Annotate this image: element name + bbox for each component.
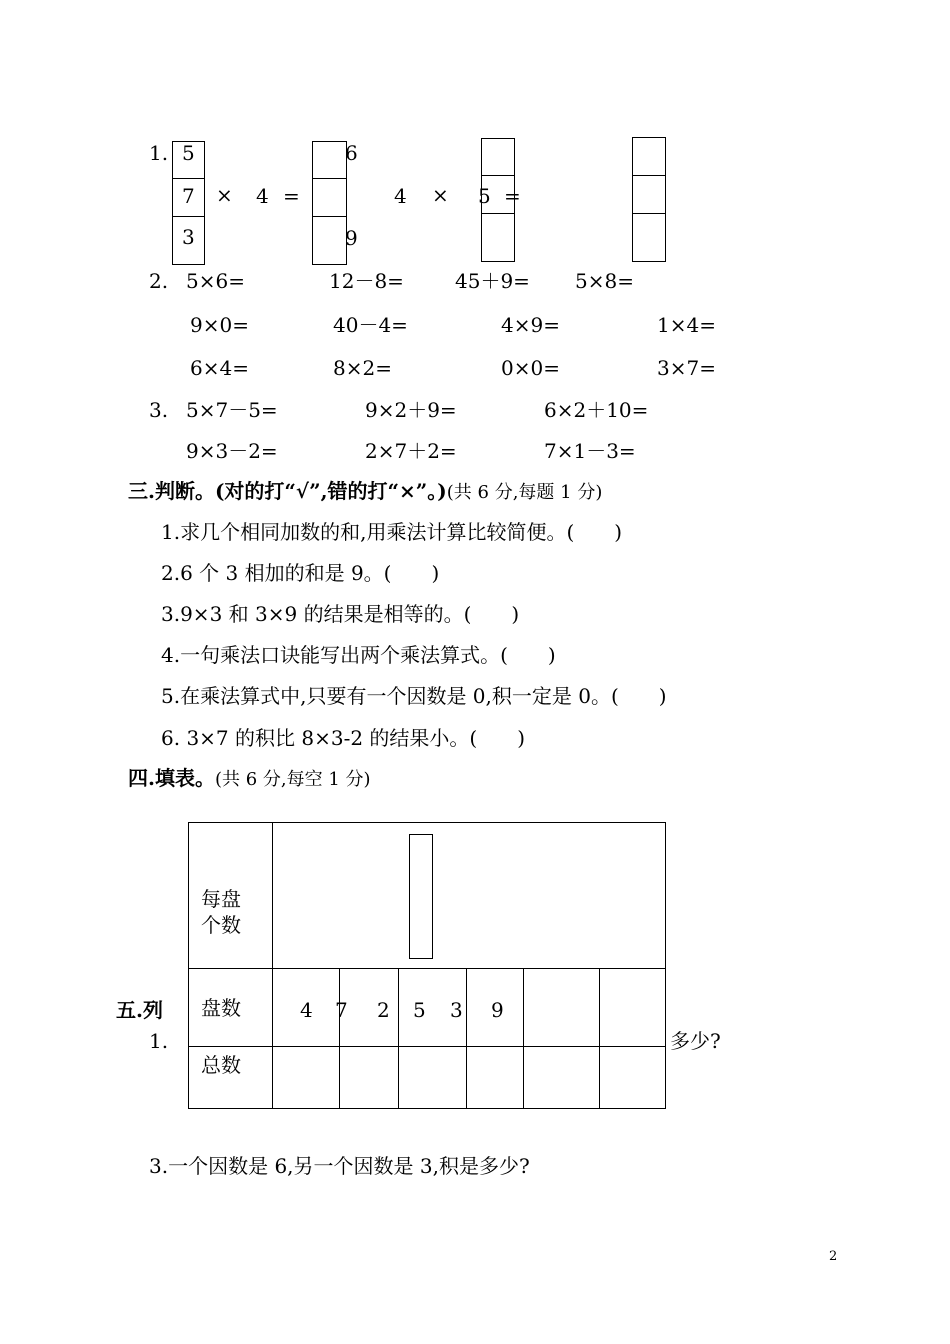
plates-value: 7	[335, 998, 348, 1022]
q1-mid-top-digit: 6	[345, 141, 358, 165]
divider	[312, 216, 347, 217]
divider	[481, 175, 515, 176]
judge-item: 3.9×3 和 3×9 的结果是相等的。( )	[161, 602, 520, 626]
divider	[632, 175, 666, 176]
section5-q3: 3.一个因数是 6,另一个因数是 3,积是多少?	[149, 1154, 530, 1178]
q2-number: 2.	[149, 269, 169, 293]
q2-expr: 6×4=	[190, 356, 249, 380]
q2-expr: 4×9=	[501, 313, 560, 337]
table-divider	[523, 968, 524, 1109]
plates-value: 4	[300, 998, 313, 1022]
judge-item: 6. 3×7 的积比 8×3-2 的结果小。( )	[161, 726, 526, 750]
q2-expr: 0×0=	[501, 356, 560, 380]
plates-value: 3	[450, 998, 463, 1022]
section4-note: (共 6 分,每空 1 分)	[214, 769, 371, 790]
table-divider	[188, 1046, 666, 1047]
divider	[481, 213, 515, 214]
section5-q1-number: 1.	[149, 1029, 169, 1053]
plates-value: 9	[491, 998, 504, 1022]
q1-four: 4	[256, 184, 269, 208]
plates-value: 2	[377, 998, 390, 1022]
q2-expr: 9×0=	[190, 313, 249, 337]
row-label-total: 总数	[201, 1053, 241, 1077]
q1-fourth-column[interactable]	[632, 137, 666, 262]
section5-q1-tail: 多少?	[670, 1029, 721, 1053]
q1-second-b: 5	[478, 184, 491, 208]
section4-title: 四.填表。	[128, 766, 215, 790]
table-divider	[398, 968, 399, 1109]
section4-heading	[128, 768, 371, 789]
q1-second-a: 4	[394, 184, 407, 208]
table-divider	[188, 968, 666, 969]
q3-expr: 5×7－5=	[186, 398, 278, 422]
section3-title: 三.判断。(对的打“√”,错的打“×”。)	[128, 479, 447, 503]
section3-note: (共 6 分,每题 1 分)	[446, 482, 603, 503]
q2-expr: 5×6=	[186, 269, 245, 293]
section3-heading	[128, 481, 602, 502]
q1-left-digit-bottom: 3	[182, 225, 195, 249]
judge-item: 1.求几个相同加数的和,用乘法计算比较简便。( )	[161, 520, 623, 544]
q2-expr: 3×7=	[657, 356, 716, 380]
q2-expr: 1×4=	[657, 313, 716, 337]
q3-expr: 6×2＋10=	[544, 398, 649, 422]
q1-left-digit-top: 5	[182, 141, 195, 165]
divider	[312, 178, 347, 179]
judge-item: 5.在乘法算式中,只要有一个因数是 0,积一定是 0。( )	[161, 684, 667, 708]
q1-left-digit-mid: 7	[182, 184, 195, 208]
table-divider	[599, 968, 600, 1109]
page-number: 2	[829, 1249, 838, 1264]
divider	[632, 213, 666, 214]
row-label-per-plate-a: 每盘	[201, 887, 241, 911]
table-divider	[339, 968, 340, 1109]
q1-times: ×	[216, 183, 233, 207]
q1-second-times: ×	[432, 183, 449, 207]
q2-expr: 5×8=	[575, 269, 634, 293]
q3-expr: 9×3－2=	[186, 439, 278, 463]
judge-item: 4.一句乘法口诀能写出两个乘法算式。( )	[161, 643, 556, 667]
q2-expr: 45＋9=	[455, 269, 530, 293]
q2-expr: 40－4=	[333, 313, 408, 337]
table-divider	[466, 968, 467, 1109]
judge-item: 2.6 个 3 相加的和是 9。( )	[161, 561, 440, 585]
q1-answer-column[interactable]	[312, 141, 347, 265]
section5-title: 五.列	[116, 998, 163, 1022]
q3-expr: 2×7＋2=	[365, 439, 457, 463]
q2-expr: 12－8=	[329, 269, 404, 293]
q1-mid-bottom-digit: 9	[345, 226, 358, 250]
q2-expr: 8×2=	[333, 356, 392, 380]
blank-box[interactable]	[409, 834, 433, 959]
plates-value: 5	[413, 998, 426, 1022]
q3-expr: 9×2＋9=	[365, 398, 457, 422]
table-divider	[272, 822, 273, 1109]
row-label-per-plate-b: 个数	[201, 913, 241, 937]
row-label-plates: 盘数	[201, 996, 241, 1020]
q3-expr: 7×1－3=	[544, 439, 636, 463]
divider	[172, 216, 205, 217]
q1-second-equals: =	[504, 184, 521, 208]
q1-number: 1.	[149, 141, 169, 165]
divider	[172, 178, 205, 179]
q3-number: 3.	[149, 398, 169, 422]
q1-equals: =	[283, 184, 300, 208]
